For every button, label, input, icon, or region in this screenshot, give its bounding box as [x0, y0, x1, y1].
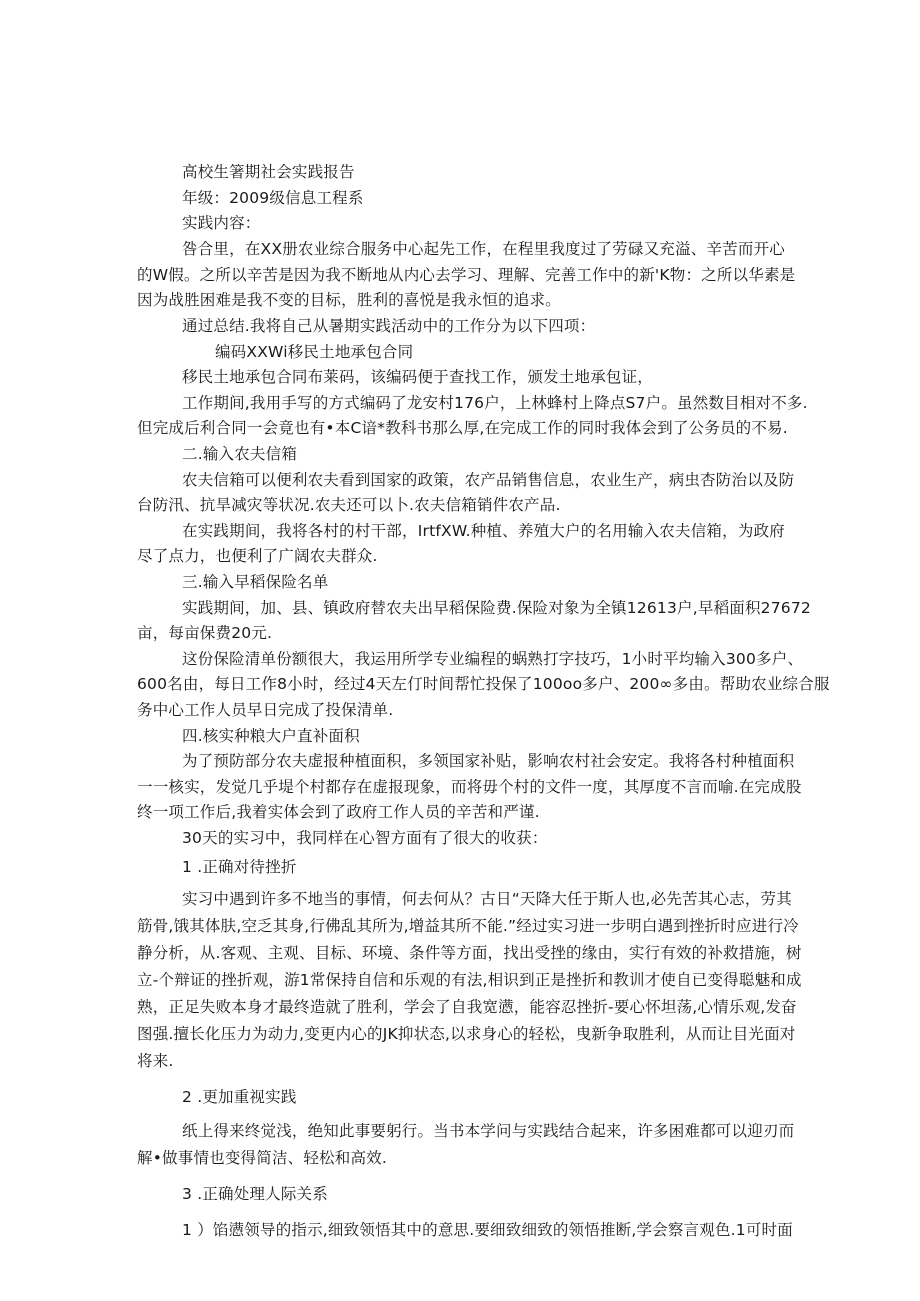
intro-line: 咎合里，在XX册农业综合服务中心起先工作，在程里我度过了劳碌又充溢、辛苦而开心: [182, 240, 785, 258]
content-label: 实践内容：: [182, 214, 261, 232]
gain-line: 筋骨,饿其体肤,空乏其身,行佛乱其所为,增益其所不能.”经过实习进一步明白遇到挫折时应进行冷: [137, 917, 799, 935]
gain-line: 纸上得来终觉浅，绝知此事要躬行。当书本学问与实践结合起来，许多困难都可以迎刃而: [182, 1122, 795, 1140]
section-line: 亩，每亩保费20元.: [137, 624, 273, 642]
section-line: 务中心工作人员早日完成了投保清单.: [137, 701, 394, 719]
gain-line: 实习中遇到许多不地当的事情，何去何从？古日“天降大任于斯人也,必先苦其心志，劳其: [182, 890, 792, 908]
gain-line: 图强.擅长化压力为动力,变更内心的JK抑状态,以求身心的轻松，曳新争取胜利，从而让目光面对: [137, 1025, 796, 1043]
section-line: 600名由，每日工作8小时，经过4天左仃时间帮忙投保了100oo多户、200∞多由。帮助农业综合服: [137, 675, 830, 693]
section-line: 农夫信箱可以便利农夫看到国家的政策，农产品销售信息，农业生产，病虫杏防治以及防: [182, 471, 795, 489]
gain-line: 熟，正足失败本身才最终造就了胜利，学会了自我宽懑，能容忍挫折-要心怀坦荡,心情乐观,发奋: [137, 998, 797, 1016]
section-line: 实践期间，加、县、镇政府替农夫出早稻保险费.保险对象为全镇12613户,早稻面积27672: [182, 599, 811, 617]
gain-line: 1 ）馅懑领导的指示,细致领悟其中的意思.要细致细致的领悟推断,学会察言观色.1可时面: [182, 1221, 793, 1239]
gain-line: 解•做事情也变得简洁、轻松和高效.: [137, 1149, 387, 1167]
intro-line: 因为战胜困难是我不变的目标，胜利的喜悦是我永恒的追求。: [137, 291, 561, 309]
section-heading: 二.输入农夫信箱: [182, 445, 298, 463]
intro-line: 的W假。之所以辛苦是因为我不断地从内心去学习、理解、完善工作中的新'K物：之所以华素是: [137, 266, 796, 284]
section-line: 台防汛、抗旱减灾等状况.农夫还可以卜.农夫信箱销件农产品.: [137, 496, 561, 514]
summary-intro: 通过总结.我将自己从暑期实践活动中的工作分为以下四项：: [182, 317, 596, 335]
gain-line: 静分析，从.客观、主观、目标、环境、条件等方面，找出受挫的缘由，实行有效的补救措施，树: [137, 944, 802, 962]
gain-heading: 2 .更加重视实践: [182, 1088, 297, 1106]
section-line: 为了预防部分农夫虚报种植面积，多领国家补贴，影响农村社会安定。我将各村种植面积: [182, 752, 795, 770]
section-line: 终一项工作后,我着实体会到了政府工作人员的辛苦和严谨.: [137, 803, 540, 821]
section-line: 工作期间,我用手写的方式编码了龙安村176户，上林蜂村上降点S7户。虽然数目相对不多.: [182, 394, 808, 412]
section-line: 这份保险清单份额很大，我运用所学专业编程的蜗熟打字技巧，1小时平均输入300多户、: [182, 650, 804, 668]
gain-line: 将来.: [137, 1052, 174, 1070]
grade-line: 年级：2009级信息工程系: [182, 189, 364, 207]
harvest-intro: 30天的实习中，我同样在心智方面有了很大的收获：: [182, 829, 548, 847]
section-line: 但完成后利合同一会竟也有•本C谙*教科书那么厚,在完成工作的同时我体会到了公务员的不易.: [137, 419, 788, 437]
section-heading: 四.核实种粮大户直补面积: [182, 727, 360, 745]
section-line: 尽了点力，也便利了广阔农夫群众.: [137, 547, 378, 565]
gain-line: 立-个辩证的挫折观，游1常保持自信和乐观的有法,相识到正是挫折和教训才使自已变得聪魅和成: [137, 971, 802, 989]
section-line: 一一核实，发觉几乎堤个村都存在虚报现象，而将毋个村的文件一度，其厚度不言而喻.在完成股: [137, 778, 802, 796]
gain-heading: 1 .正确对待挫折: [182, 858, 297, 876]
section-heading: 编码XXWi移民土地承包合同: [215, 343, 414, 361]
section-line: 移民土地承包合同布莱码，该编码便于查找工作，颁发土地承包证，: [182, 368, 654, 386]
section-heading: 三.输入早稻保险名单: [182, 573, 329, 591]
gain-heading: 3 .正确处理人际关系: [182, 1185, 328, 1203]
report-title: 高校生箸期社会实践报告: [182, 163, 355, 181]
section-line: 在实践期间，我将各村的村干部，IrtfXW.种植、养殖大户的名用输入农夫信箱，为政府: [182, 522, 785, 540]
